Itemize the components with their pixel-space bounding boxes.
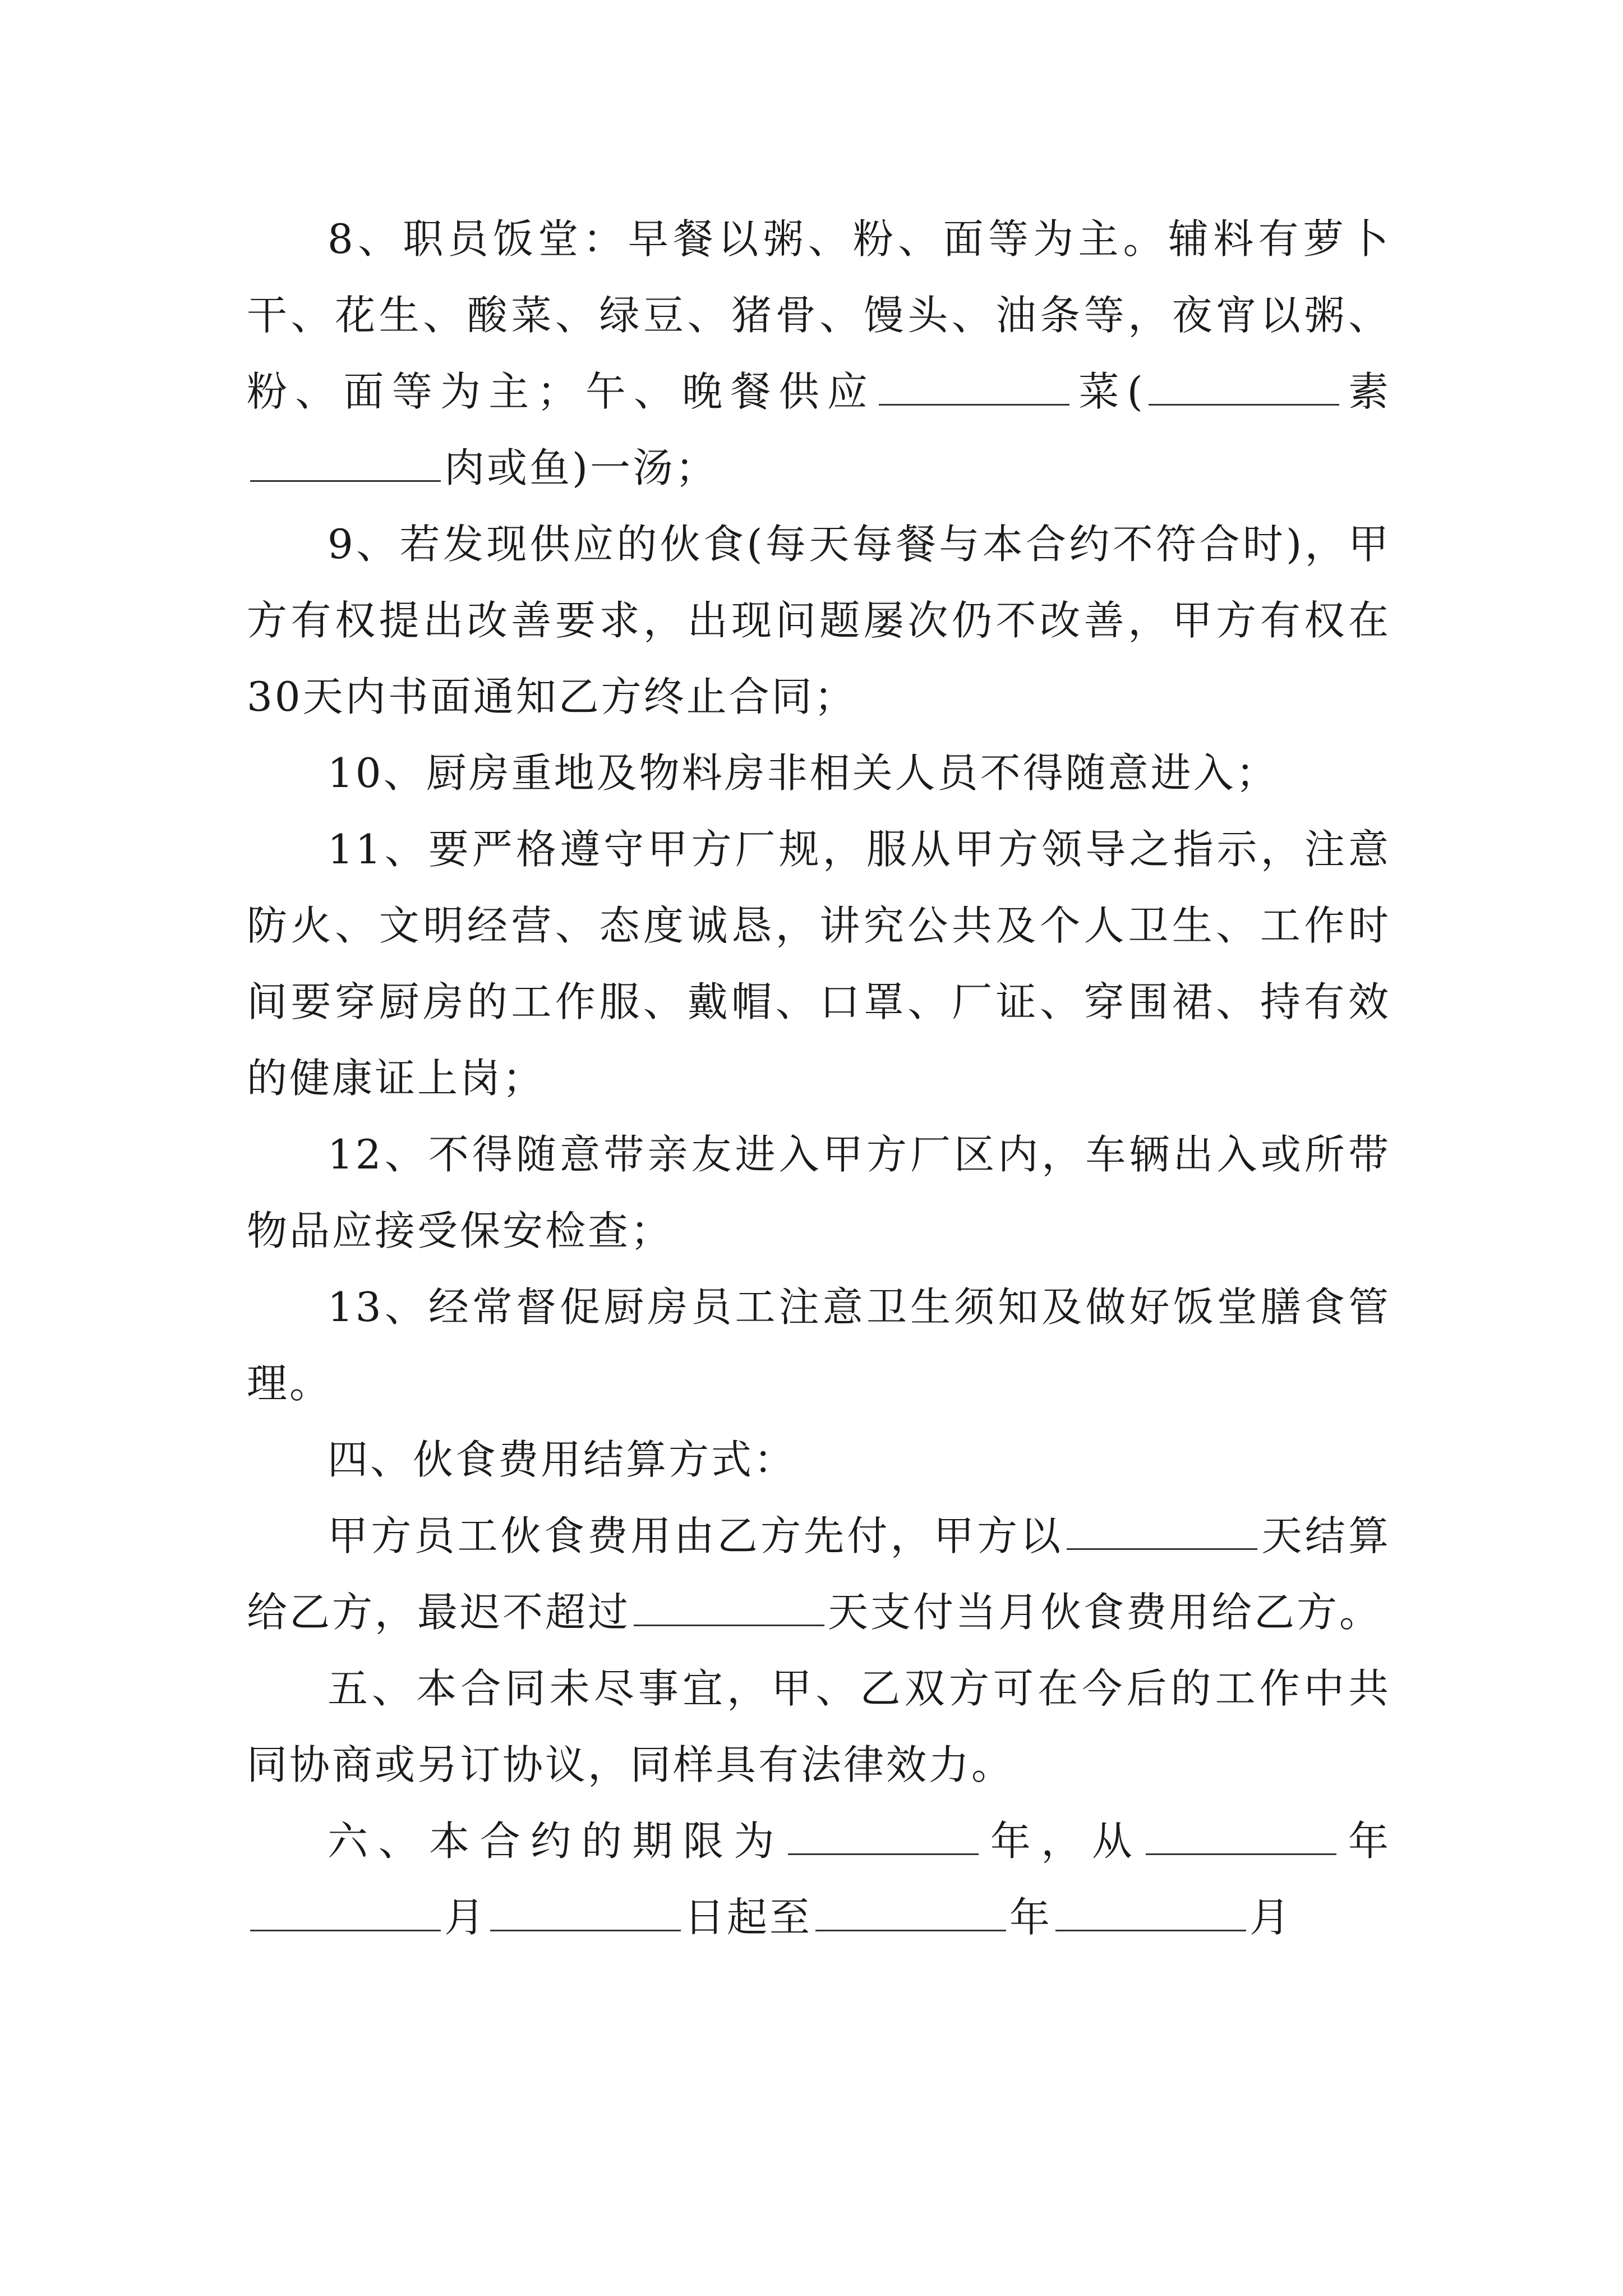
blank-end-month[interactable]: [1055, 1894, 1246, 1931]
clause-8-text-veg: 素: [1342, 368, 1391, 415]
clause-9: 9、若发现供应的伙食(每天每餐与本合约不符合时)，甲方有权提出改善要求，出现问题屡次仍不改善，甲方有权在30天内书面通知乙方终止合同；: [247, 521, 1391, 720]
term-text-f: 年: [1009, 1894, 1053, 1941]
term-text-d: 月: [444, 1894, 487, 1941]
blank-end-year[interactable]: [815, 1894, 1006, 1931]
clause-11: 11、要严格遵守甲方厂规，服从甲方领导之指示，注意防火、文明经营、态度诚恳，讲究公共及个人卫生、工作时间要穿厨房的工作服、戴帽、口罩、厂证、穿围裙、持有效的健康证上岗；: [247, 826, 1391, 1102]
clause-13: 13、经常督促厨房员工注意卫生须知及做好饭堂膳食管理。: [247, 1283, 1391, 1407]
term-text-e: 日起至: [684, 1894, 813, 1941]
settlement-text-a: 甲方员工伙食费用由乙方先付，甲方以: [328, 1512, 1064, 1559]
blank-meat-count[interactable]: [250, 444, 441, 482]
blank-start-day[interactable]: [490, 1894, 681, 1931]
term-text-a: 六、本合约的期限为: [328, 1818, 785, 1865]
settlement-clause: [247, 1498, 1391, 1650]
clause-8-text-end: 肉或鱼)一汤；: [444, 444, 718, 491]
clause-8-text: 8、职员饭堂：早餐以粥、粉、面等为主。辅料有萝卜干、花生、酸菜、绿豆、猪骨、馒头、油条等，夜宵以粥、粉、面等为主；午、晚餐供应: [247, 215, 1391, 415]
settlement-text-c: 天支付当月伙食费用给乙方。: [828, 1589, 1382, 1636]
term-text-b: 年，从: [982, 1818, 1143, 1865]
term-text-g: 月: [1249, 1894, 1293, 1941]
contract-body: [247, 201, 1391, 1955]
section-4-heading: 四、伙食费用结算方式：: [328, 1436, 797, 1483]
clause-8-text-dish: 菜(: [1073, 368, 1145, 415]
blank-term-years[interactable]: [788, 1818, 979, 1855]
blank-payment-deadline[interactable]: [634, 1589, 824, 1626]
section-6-term: [247, 1803, 1391, 1955]
blank-start-month[interactable]: [250, 1894, 441, 1931]
section-5: 五、本合同未尽事宜，甲、乙双方可在今后的工作中共同协商或另订协议，同样具有法律效力。: [247, 1665, 1391, 1788]
term-text-c: 年: [1340, 1818, 1391, 1865]
blank-start-year[interactable]: [1146, 1818, 1336, 1855]
blank-dish-count[interactable]: [879, 368, 1069, 406]
clause-12: 12、不得随意带亲友进入甲方厂区内，车辆出入或所带物品应接受保安检查；: [247, 1131, 1391, 1254]
clause-10: 10、厨房重地及物料房非相关人员不得随意进入；: [328, 749, 1279, 797]
clause-8: [247, 201, 1391, 506]
settlement-text-b: 天结算给乙方，最迟不超过: [247, 1512, 1391, 1636]
blank-vegetable-count[interactable]: [1149, 368, 1339, 406]
blank-settlement-days[interactable]: [1067, 1512, 1257, 1550]
